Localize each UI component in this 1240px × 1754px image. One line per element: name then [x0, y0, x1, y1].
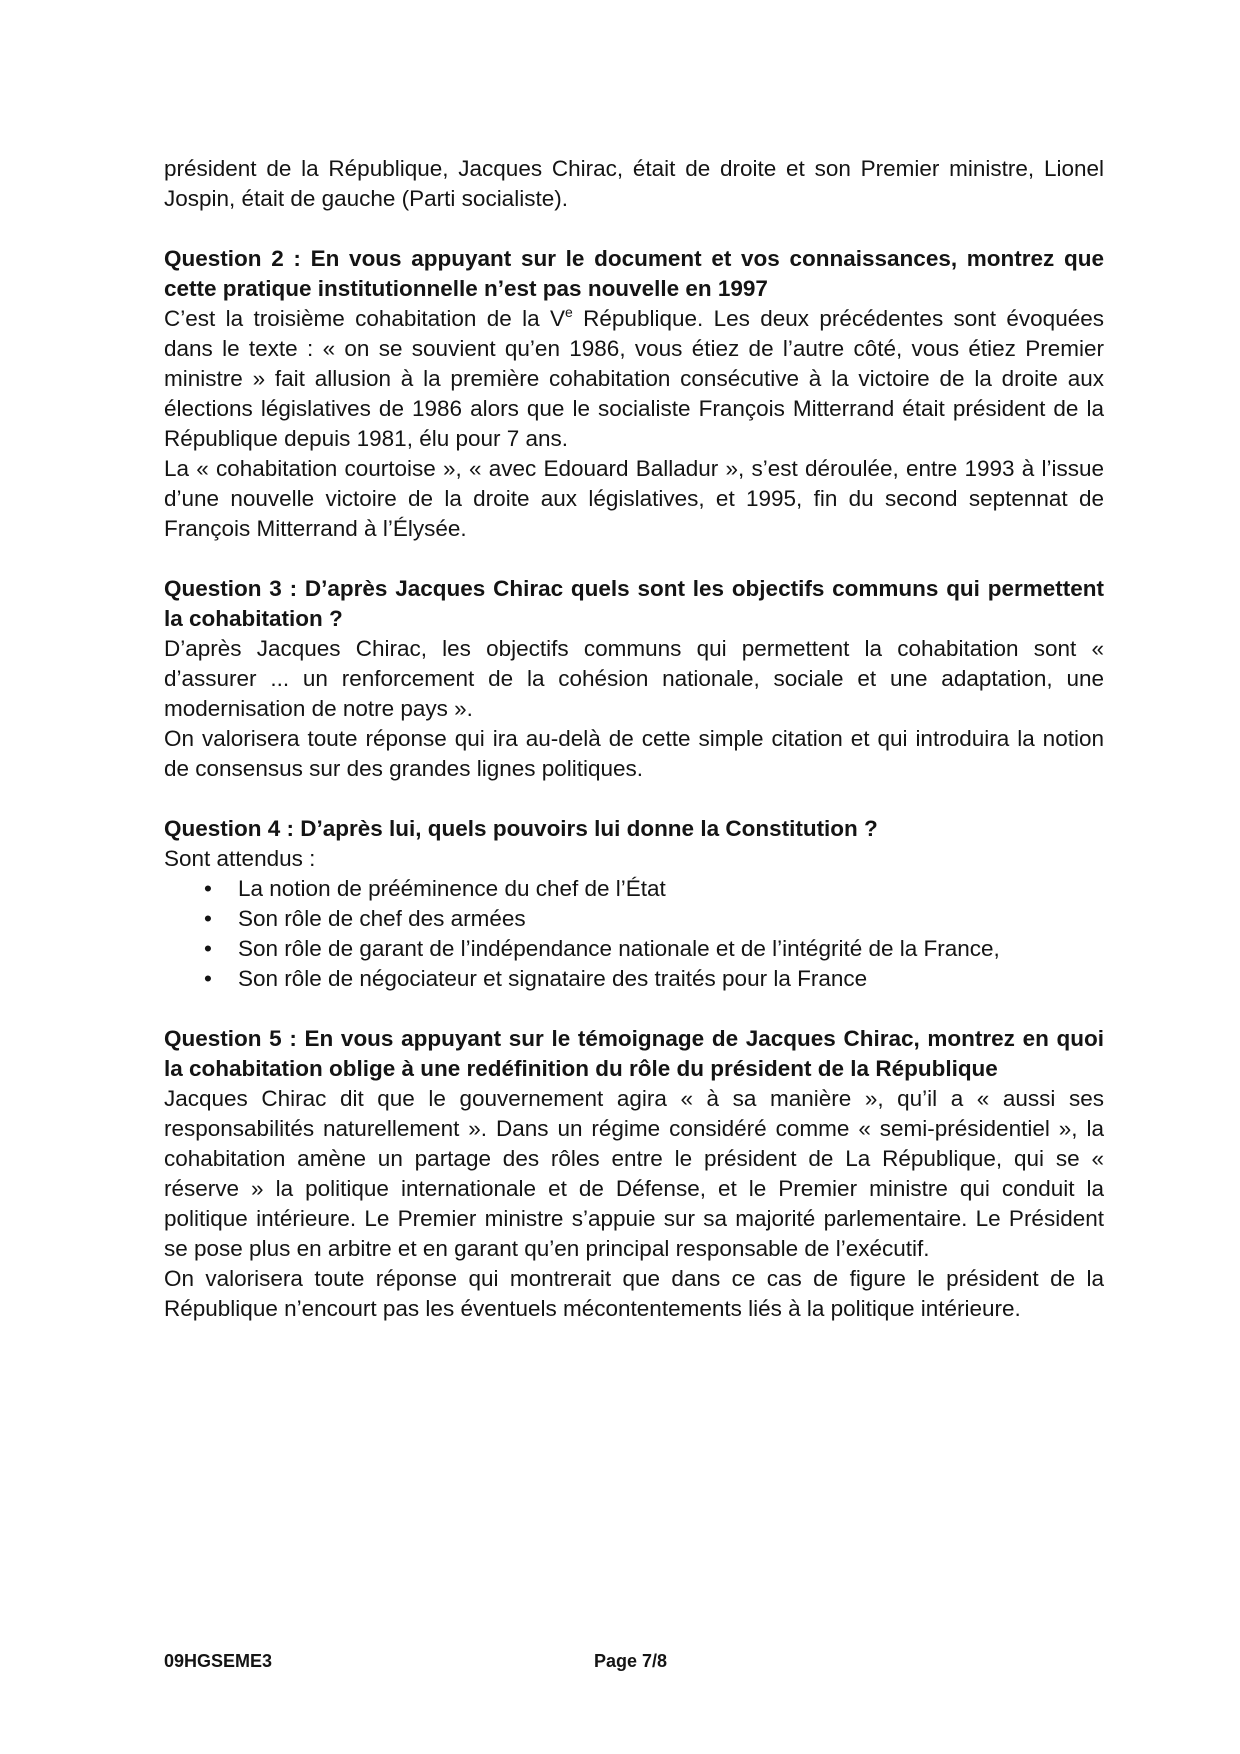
- bullet-icon: •: [204, 936, 212, 961]
- list-item-text: Son rôle de négociateur et signataire des traités pour la France: [238, 966, 868, 991]
- question-3-answer-paragraph-2: On valorisera toute réponse qui ira au-delà de cette simple citation et qui introduira la notion de consensus sur des grandes lignes politiques.: [164, 726, 1104, 781]
- question-3-title: Question 3 : D’après Jacques Chirac quels sont les objectifs communs qui permettent la cohabitation ?: [164, 576, 1104, 631]
- question-2-section: [164, 244, 1104, 544]
- question-4-intro: Sont attendus :: [164, 846, 316, 871]
- intro-paragraph: président de la République, Jacques Chirac, était de droite et son Premier ministre, Lionel Jospin, était de gauche (Parti socialiste).: [164, 156, 1104, 211]
- document-code: 09HGSEME3: [164, 1651, 273, 1671]
- question-2-answer-text-end: République. Les deux précédentes sont évoquées dans le texte : « on se souvient qu’en 1986, vous étiez de l’autre côté, vous étiez Premier ministre » fait allusion à la première cohabitation consécutive à la victoire de la droite aux élections législatives de 1986 alors que le socialiste François Mitterrand était président de la République depuis 1981, élu pour 7 ans.: [164, 306, 1104, 451]
- question-4-title: Question 4 : D’après lui, quels pouvoirs lui donne la Constitution ?: [164, 816, 878, 841]
- page-number: Page 7/8: [594, 1651, 668, 1671]
- roman-numeral-superscript: e: [565, 304, 573, 320]
- question-4-section: [164, 814, 1104, 994]
- list-item: [204, 874, 1104, 904]
- question-2-answer-paragraph-1: [164, 304, 1104, 454]
- question-4-bullet-list: [164, 874, 1104, 994]
- list-item: [204, 904, 1104, 934]
- question-5-title: Question 5 : En vous appuyant sur le témoignage de Jacques Chirac, montrez en quoi la cohabitation oblige à une redéfinition du rôle du président de la République: [164, 1026, 1104, 1081]
- question-2-title: Question 2 : En vous appuyant sur le document et vos connaissances, montrez que cette pratique institutionnelle n’est pas nouvelle en 1997: [164, 246, 1104, 301]
- bullet-icon: •: [204, 966, 212, 991]
- list-item: [204, 934, 1104, 964]
- bullet-icon: •: [204, 876, 212, 901]
- list-item-text: La notion de prééminence du chef de l’État: [238, 876, 666, 901]
- question-5-answer-paragraph-1: Jacques Chirac dit que le gouvernement agira « à sa manière », qu’il a « aussi ses responsabilités naturellement ». Dans un régime considéré comme « semi-présidentiel », la cohabitation amène un partage des rôles entre le président de La République, qui se « réserve » la politique internationale et de Défense, et le Premier ministre qui conduit la politique intérieure. Le Premier ministre s’appuie sur sa majorité parlementaire. Le Président se pose plus en arbitre et en garant qu’en principal responsable de l’exécutif.: [164, 1086, 1104, 1261]
- question-3-answer-paragraph-1: D’après Jacques Chirac, les objectifs communs qui permettent la cohabitation sont « d’assurer ... un renforcement de la cohésion nationale, sociale et une adaptation, une modernisation de notre pays ».: [164, 636, 1104, 721]
- list-item-text: Son rôle de chef des armées: [238, 906, 526, 931]
- list-item-text: Son rôle de garant de l’indépendance nationale et de l’intégrité de la France,: [238, 936, 1000, 961]
- question-5-section: [164, 1024, 1104, 1324]
- question-5-answer-paragraph-2: On valorisera toute réponse qui montrerait que dans ce cas de figure le président de la République n’encourt pas les éventuels mécontentements liés à la politique intérieure.: [164, 1266, 1104, 1321]
- list-item: [204, 964, 1104, 994]
- question-3-section: [164, 574, 1104, 784]
- question-2-answer-paragraph-2: La « cohabitation courtoise », « avec Edouard Balladur », s’est déroulée, entre 1993 à l’issue d’une nouvelle victoire de la droite aux législatives, et 1995, fin du second septennat de François Mitterrand à l’Élysée.: [164, 456, 1104, 541]
- question-2-answer-text-start: C’est la troisième cohabitation de la V: [164, 306, 566, 331]
- bullet-icon: •: [204, 906, 212, 931]
- document-page: [164, 154, 1104, 1324]
